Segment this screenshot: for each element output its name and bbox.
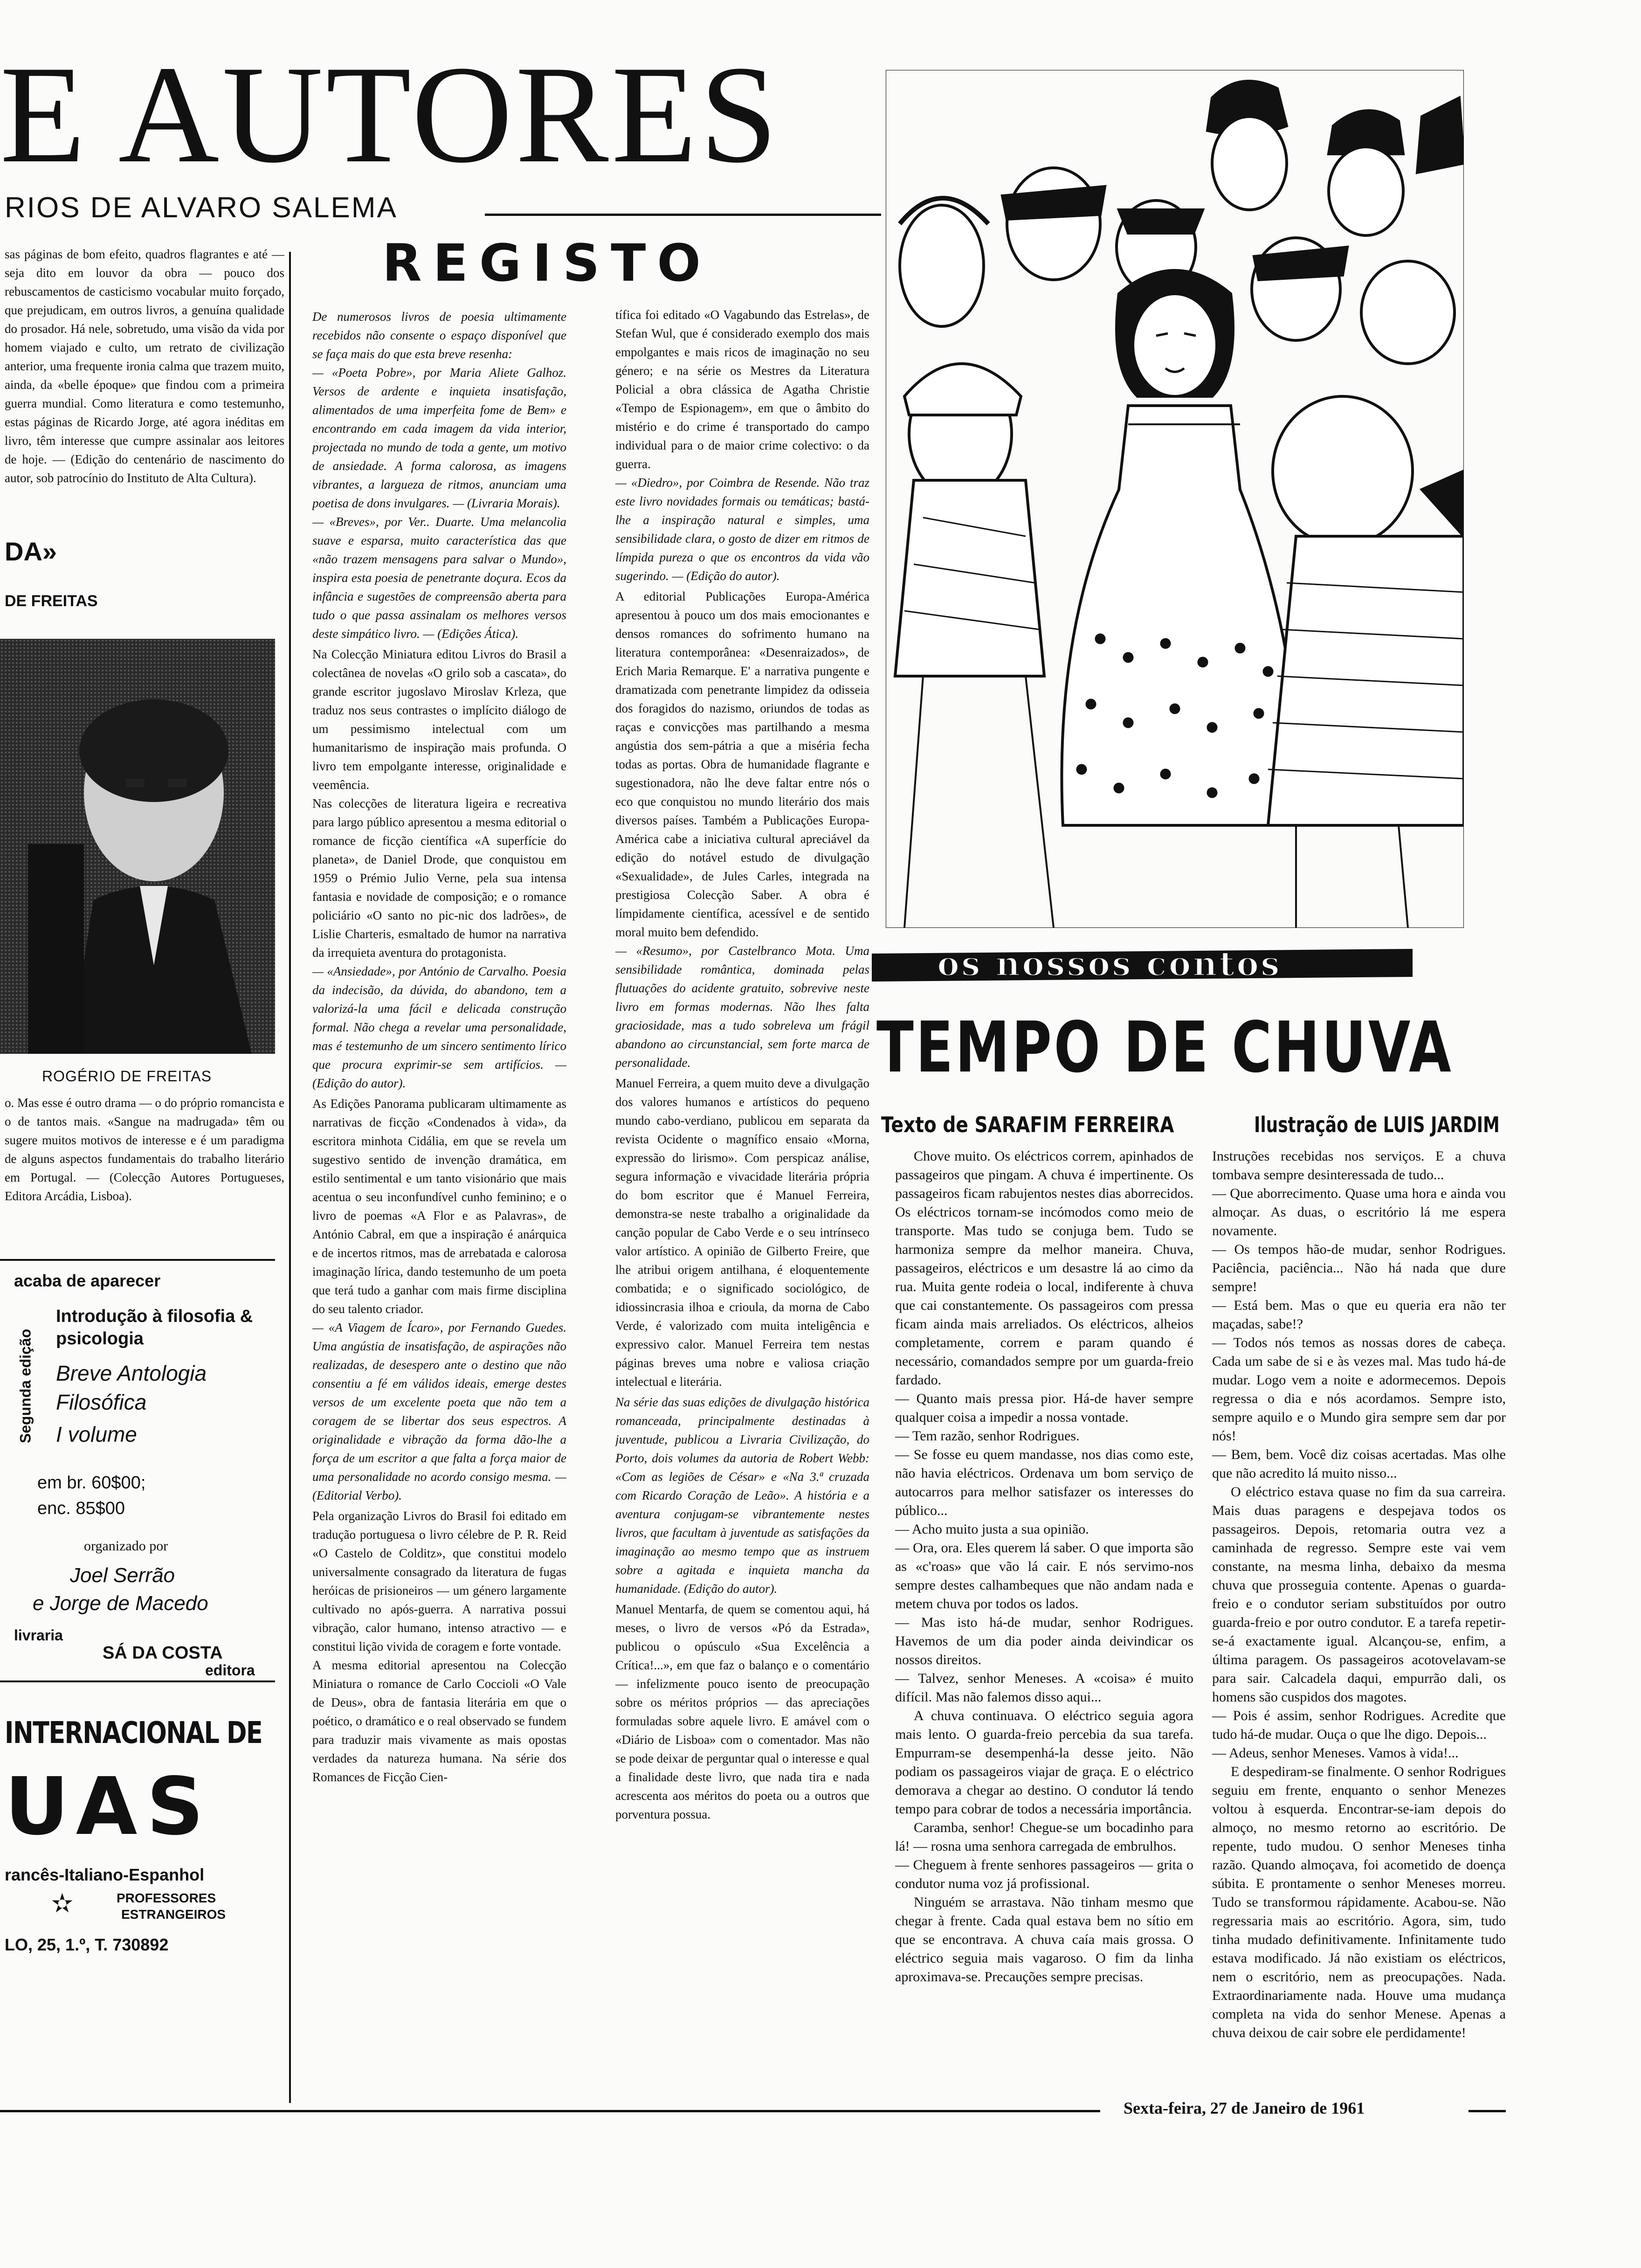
masthead-title: E AUTORES: [0, 37, 780, 192]
book-ad: [0, 1259, 275, 1682]
story-illustration: [886, 70, 1464, 928]
footer-rule-end: [1469, 2110, 1506, 2112]
registo-item: — «Ansiedade», por António de Carvalho. Poesia da indecisão, da dúvida, do abandono, tem a valorizá-la uma fácil e delicada construção formal. Não chega a revelar uma personalidade, mas é testemunho de um sincero sentimento lírico que procura exprimir-se sem artifícios. — (Edição do autor).: [312, 964, 566, 1090]
registo-item: Nas colecções de literatura ligeira e recreativa para largo público apresentou a mesma editorial o romance de ficção científica «A superfície do planeta», de Daniel Drode, que conquistou em 1959 o Prémio Julio Verne, pela sua intensa fantasia e novidade de composição; e o romance policiário «O santo no pic-nic dos ladrões», de Lislie Charteris, esmaltado de humor na narrativa da irrequieta aventura do protagonista.: [312, 796, 566, 960]
registo-item: ● Na Colecção Miniatura editou Livros do Brasil a colectânea de novelas «O grilo sob a cascata», do grande escritor jugoslavo Miroslav Krleza, que traduz nos seus contrastes o implícito diálogo de um pessimismo intelectual com um humanitarismo de inspiração mais profunda. O livro tem empolgante interesse, originalidade e veemência.: [312, 645, 566, 794]
registo-column-1: [312, 305, 566, 2101]
author-photo: [0, 639, 275, 1054]
registo-item: — «Diedro», por Coimbra de Resende. Não traz este livro novidades formais ou temáticas; bastá-lhe a inspiração natural e simples, uma sensibilidade clara, o gosto de dizer em ritmos de límpida pureza o que os encontros da vida vão sugerindo. — (Edição do autor).: [615, 476, 869, 583]
book-ad-price-2: enc. 85$00: [37, 1499, 125, 1518]
story-column-1: [895, 1147, 1193, 2103]
story-paragraph: — Tem razão, senhor Rodrigues.: [895, 1428, 1080, 1444]
story-paragraph: — Todos nós temos as nossas dores de cabeça. Cada um sabe de si e às vezes mal. Mas tudo há-de mudar. Logo vem a noite e adormecemos. Depois regressa o dia e nós acordamos. Sempre isto, sempre aquilo e o Mundo gira sempre sem dar por nós!: [1212, 1335, 1506, 1444]
book-ad-edition: Segunda edição: [17, 1328, 34, 1444]
story-paragraph: — Talvez, senhor Meneses. A «coisa» é muito difícil. Mas não falemos disso aqui...: [895, 1671, 1193, 1705]
book-ad-authors-2: e Jorge de Macedo: [33, 1592, 208, 1615]
book-ad-title-2: Breve Antologia Filosófica: [56, 1361, 207, 1414]
footer-date: Sexta-feira, 27 de Janeiro de 1961: [1124, 2099, 1365, 2117]
book-ad-organized-by: organizado por: [84, 1538, 168, 1554]
registo-item: ● Pela organização Livros do Brasil foi editado em tradução portuguesa o livro célebre de P. R. Reid «O Castelo de Colditz», que constitui modelo universalmente consagrado da literatura de fugas heróicas de prisioneiros — um género largamente cultivado no após-guerra. A narrativa possui vibração, calor humano, intenso atractivo — e constitui lição vivida de coragem e forte vontade.: [312, 1507, 566, 1656]
author-portrait-image: [0, 639, 275, 1054]
story-paragraph: — Os tempos hão-de mudar, senhor Rodrigues. Paciência, paciência... Não há nada que dure sempre!: [1212, 1242, 1506, 1294]
story-paragraph: — Que aborrecimento. Quase uma hora e ainda vou almoçar. As duas, o escritório lá me espera novamente.: [1212, 1186, 1506, 1238]
registo-item: ● Manuel Ferreira, a quem muito deve a divulgação dos valores humanos e artísticos do pequeno mundo cabo-verdiano, publicou em separata da revista Ocidente o magnífico ensaio «Morna, expressão do lirismo». Com perspicaz análise, segura informação e vivacidade literária própria do bom escritor que é Manuel Ferreira, demonstra-se neste trabalho a originalidade da canção popular de Cabo Verde e o seu intrínseco valor artístico. A opinião de Gilberto Freire, que lhe atribui origem antilhana, é eloquentemente combatida; e o significado sociológico, de idiossincrasia ilhoa e crioula, da morna de Cabo Verde, é valorizado com muita inteligência e expressivo calor. Manuel Ferreira tem nestas páginas breves uma nobre e valiosa criação intelectual e literária.: [615, 1074, 869, 1391]
story-paragraph: — Quanto mais pressa pior. Há-de haver sempre qualquer coisa a impedir a nossa vontade.: [895, 1391, 1193, 1425]
story-column-2: [1212, 1147, 1506, 2103]
registo-item: ● De numerosos livros de poesia ultimamente recebidos não consente o espaço disponível que se faça mais do que esta breve resenha:: [312, 307, 566, 363]
story-paragraph: Caramba, senhor! Chegue-se um bocadinho para lá! — rosna uma senhora carregada de embrulhos.: [895, 1820, 1193, 1854]
story-paragraph: — Bem, bem. Você diz coisas acertadas. Mas olhe que não acredito lá muito nisso...: [1212, 1447, 1506, 1481]
story-illustration-credit: Ilustração de LUIS JARDIM: [1254, 1112, 1500, 1137]
story-author-credit: Texto de SARAFIM FERREIRA: [881, 1112, 1174, 1137]
rain-crowd-illustration: [886, 70, 1464, 928]
book-ad-price-1: em br. 60$00;: [37, 1473, 146, 1493]
book-ad-authors-1: Joel Serrão: [70, 1564, 175, 1587]
masthead: [0, 37, 780, 233]
registo-item: ● A editorial Publicações Europa-América apresentou à pouco um dos mais emocionantes e densos romances do sofrimento humano na literatura contemporânea: «Desenraizados», de Erich Maria Remarque. E' a narrativa pungente e dramatizada com penetrante limpidez da odisseia dos foragidos do nazismo, oriundos de todas as raças e convicções mas partilhando a mesma angústia dos sem-pátria a que a miséria fecha todas as portas. Obra de humanidade flagrante e sugestionadora, não lhe deve faltar entre nós o eco que conquistou no mundo literário dos mais diversos países. Também a Publicações Europa-América cabe a iniciativa cultural apreciável da edição do notável estudo de divulgação «Sexualidade», de Jules Carles, integrada na prestigiosa Colecção Saber. A obra é límpidamente científica, acessível e de sentido moral muito bem defendido.: [615, 587, 869, 941]
registo-heading: REGISTO: [382, 233, 712, 293]
story-paragraph: Instruções recebidas nos serviços. E a chuva tombava sempre desinteressada de tudo...: [1212, 1148, 1506, 1182]
language-ad-address: LO, 25, 1.º, T. 730892: [5, 1935, 169, 1954]
language-ad-teachers-2: ESTRANGEIROS: [121, 1907, 226, 1922]
language-ad-teachers-1: PROFESSORES: [117, 1891, 216, 1905]
story-section-label: os nossos contos: [937, 944, 1282, 983]
language-ad-line-1: INTERNACIONAL DE: [5, 1716, 262, 1750]
story-paragraph: E despediram-se finalmente. O senhor Rodrigues seguiu em frente, enquanto o senhor Menezes voltou à esquerda. Encontrar-se-iam depois do almoço, no mesmo retorno ao escritório. De repente, tudo mudou. O senhor Meneses tinha razão. Quando almoçava, foi acometido de doença súbita. E prontamente o senhor Meneses morreu. Tudo se transformou rápidamente. Acabou-se. Não regressaria mais ao escritório. Agora, sim, tudo tinha mudado definitivamente. Infinitamente tudo estava modificado. Já não existiam os eléctricos, nem o escritório, nem as preocupações. Nada. Extraordinariamente nada. Houve uma mudança completa na vida do senhor Menese. Apenas a chuva deixou de cair sobre ele perdidamente!: [1212, 1764, 1506, 2040]
story-paragraph: — Mas isto há-de mudar, senhor Rodrigues. Havemos de um dia poder ainda deivindicar os nossos direitos.: [895, 1615, 1193, 1667]
book-ad-headline: acaba de aparecer: [14, 1271, 161, 1290]
masthead-subtitle: RIOS DE ALVARO SALEMA: [5, 192, 398, 224]
left-intro-text: sas páginas de bom efeito, quadros flagrantes e até — seja dito em louvor da obra — pouco dos rebuscamentos de casticismo vocabular muito forçado, que prejudicam, em outros livros, a genuína qualidade do prosador. Há nele, sobretudo, uma visão da vida por homem viajado e culto, um retrato de civilização anterior, uma frequente ironia calma que trazem muito, ainda, da «belle époque» que findou com a primeira guerra mundial. Como literatura e como testemunho, estas páginas de Ricardo Jorge, até agora inéditas em livro, têm interesse que cumpre assinalar aos leitores de hoje. — (Edição do centenário de nascimento do autor, sob patrocínio do Instituto de Alta Cultura).: [5, 247, 284, 485]
story-title: TEMPO DE CHUVA: [876, 1007, 1454, 1088]
language-ad-line-2: UAS: [5, 1761, 213, 1853]
story-paragraph: — Ora, ora. Eles querem lá saber. O que importa são as «c'roas» que vão lá cair. E nós servimo-nos sempre destes calhambeques que não andam nada e metem chuva por todos os lados.: [895, 1540, 1193, 1611]
language-ad: [0, 1697, 275, 1958]
story-section-banner: [872, 942, 1413, 989]
registo-item: ● As Edições Panorama publicaram ultimamente as narrativas de ficção «Condenados à vida», da escritora minhota Cidália, em que se revela um sugestivo sentido de invenção dramática, em estilo sentimental e um tanto visionário que mais acentua o seu inconfundível cunho feminino; e o livro de poemas «A Flor e as Palavras», de António Cabral, em que a inspiração é anárquica e de incertos ritmos, mas de arrebatada e calorosa imaginação lírica, dando testemunho de um poeta que terá tudo a ganhar com mais firme disciplina do seu talento criador.: [312, 1094, 566, 1318]
masthead-rule: [485, 214, 881, 216]
book-ad-title-1: Introdução à filosofia & psicologia: [56, 1307, 253, 1348]
story-paragraph: — Pois é assim, senhor Rodrigues. Acredite que tudo há-de mudar. Ouça o que lhe digo. Depois...: [1212, 1708, 1506, 1742]
registo-column-2: [615, 305, 869, 2101]
book-ad-shop-name: SÁ DA COSTA: [103, 1643, 223, 1663]
left-byline: DE FREITAS: [5, 592, 98, 610]
book-ad-volume: I volume: [56, 1422, 137, 1446]
left-section-heading: DA»: [5, 537, 57, 566]
registo-item: tífica foi editado «O Vagabundo das Estrelas», de Stefan Wul, que é considerado exemplo dos mais empolgantes e mais ricos de imaginação no seu género; e na série os Mestres da Literatura Policial a obra clássica de Agatha Christie «Tempo de Espionagem», em que o âmbito do mistério e do crime é transportado do campo individual para o de maior crime colectivo: o da guerra.: [615, 308, 869, 471]
story-paragraph: A chuva continuava. O eléctrico seguia agora mais lento. O guarda-freio percebia da sua tarefa. Empurram-se desempenhá-la desse jeito. Não podiam os passageiros viajar de graça. E o eléctrico demorava a chegar ao destino. O condutor lá tendo tempo para cobrar de todos a necessária importância.: [895, 1708, 1193, 1817]
book-ad-shop-label: livraria: [14, 1627, 63, 1644]
left-review-text: o. Mas esse é outro drama — o do próprio romancista e o de tantos mais. «Sangue na madrugada» têm ou sugere muitos motivos de interesse e é um paradigma de alguns aspectos fundamentais do trabalho literário em Portugal. — (Colecção Autores Portugueses, Editora Arcádia, Lisboa).: [5, 1096, 284, 1203]
story-paragraph: — Adeus, senhor Meneses. Vamos à vida!...: [1212, 1745, 1459, 1761]
footer-rule: [0, 2110, 1100, 2112]
registo-item: ● Manuel Mentarfa, de quem se comentou aqui, há meses, o livro de versos «Pó da Estrada», publicou o opúsculo «Sua Excelência a Crítica!...», em que faz o balanço e o comentário — infelizmente pouco isento de preocupação sobre os méritos próprios — das apreciações formuladas sobre aquele livro. E amável com o «Diário de Lisboa» com o comentador. Mas não se pode deixar de perguntar qual o interesse e qual a finalidade deste livro, que nada tira e nada acrescenta aos méritos do poeta ou a outros que porventura possua.: [615, 1600, 869, 1824]
story-paragraph: — Se fosse eu quem mandasse, nos dias como este, não havia eléctricos. Ordenava um bom serviço de autocarros para melhor satisfazer os interesses do público...: [895, 1447, 1193, 1518]
story-paragraph: — Acho muito justa a sua opinião.: [895, 1521, 1089, 1537]
story-paragraph: Chove muito. Os eléctricos correm, apinhados de passageiros que pingam. A chuva é impertinente. Os passageiros ficam rabujentos nestes dias aborrecidos. Os eléctricos tornam-se incómodos como meio de transporte. Mas tudo se conjuga bem. Tudo se harmoniza sempre da melhor maneira. Chuva, passageiros, eléctricos e um desastre lá ao cimo da rua. Muita gente rodeia o local, indiferente à chuva que cai constantemente. Os passageiros com pressa ficam ainda mais arreliados. Os eléctricos, alheios completamente, correm e param quando é necessário, comandados sempre por um guarda-freio fardado.: [895, 1148, 1193, 1388]
registo-item: — «A Viagem de Ícaro», por Fernando Guedes. Uma angústia de insatisfação, de aspirações não realizadas, de desespero ante o destino que não consentiu a fé em válidos ideais, emerge destes versos de um excelente poeta que não tem a coragem de se libertar dos seus espectros. A originalidade e vibração da forma dão-lhe a força de um escritor a que falta a força maior de uma personalidade no acordo consigo mesma. — (Editorial Verbo).: [312, 1321, 566, 1502]
registo-item: — «Breves», por Ver.. Duarte. Uma melancolia suave e esparsa, muito característica das que «não trazem mensagens para salvar o Mundo», inspira esta poesia de penetrante doçura. Ecos da infância e sugestões de compreensão aberta para tudo o que passa assinalam os melhores versos deste simpático livro. — (Edições Ática).: [312, 515, 566, 641]
registo-item: ● Na série das suas edições de divulgação histórica romanceada, principalmente destinadas à juventude, publicou a Livraria Civilização, do Porto, dois volumes da autoria de Robert Webb: «Com as legiões de César» e «Na 3.ª cruzada com Ricardo Coração de Leão». A história e a aventura conjugam-se vibrantemente nestes livros, que facultam à juventude as satisfações da imaginação ao mesmo tempo que as instruem sobre a agitada e inquieta mancha da humanidade. (Edição do autor).: [615, 1393, 869, 1598]
book-ad-publisher: editora: [205, 1662, 255, 1679]
registo-item: A mesma editorial apresentou na Colecção Miniatura o romance de Carlo Coccioli «O Vale de Deus», obra de fantasia literária em que o poético, o dramático e o real observado se fundem para traduzir mais vivamente as mais opostas verdades da natureza humana. Na série dos Romances de Ficção Cien-: [312, 1658, 566, 1784]
story-paragraph: — Está bem. Mas o que eu queria era não ter maçadas, sabe!?: [1212, 1298, 1506, 1332]
left-column-rule: [289, 252, 291, 2103]
star-icon: ✫: [51, 1889, 73, 1918]
registo-item: — «Poeta Pobre», por Maria Aliete Galhoz. Versos de ardente e inquieta insatisfação, alimentados de uma imperfeita fome de Bem» e encontrando em cada imagem da vida interior, projectada no mundo de toda a gente, um motivo de ansiedade. A forma calorosa, as imagens vibrantes, a largueza de ritmos, anunciam uma poetisa de dons invulgares. — (Livraria Morais).: [312, 366, 566, 510]
story-paragraph: O eléctrico estava quase no fim da sua carreira. Mais duas paragens e despejava todos os passageiros. Depois, retomaria outra vez a caminhada de regresso. Sempre este vai vem constante, na mesma linha, debaixo da mesma chuva que prosseguia contente. Apenas o guarda-freio e o condutor seriam substituídos por outro guarda-freio e por outro condutor. E a tarefa repetir-se-á exactamente igual. Alcançou-se, enfim, a última paragem. Os passageiros acotovelavam-se para sair. Calcadela daqui, empurrão dali, os homens são cuspidos dos magotes.: [1212, 1484, 1506, 1705]
photo-caption: ROGÉRIO DE FREITAS: [42, 1068, 212, 1085]
registo-item: — «Resumo», por Castelbranco Mota. Uma sensibilidade romântica, dominada pelas flutuações do acidente gratuito, sobrevive neste livro em formas modernas. Não lhes falta graciosidade, mas a tudo sobreleva um frágil abandono ao circunstancial, sem forte marca de personalidade.: [615, 944, 869, 1070]
language-ad-languages: rancês-Italiano-Espanhol: [5, 1865, 205, 1884]
story-paragraph: Ninguém se arrastava. Não tinham mesmo que chegar à frente. Cada qual estava bem no sítio em que se encontrava. A chuva caía mais grossa. O eléctrico seguia mais vagaroso. O fim da linha aproximava-se. Precauções sempre precisas.: [895, 1895, 1193, 1984]
story-paragraph: — Cheguem à frente senhores passageiros — grita o condutor numa voz já profissional.: [895, 1857, 1193, 1891]
